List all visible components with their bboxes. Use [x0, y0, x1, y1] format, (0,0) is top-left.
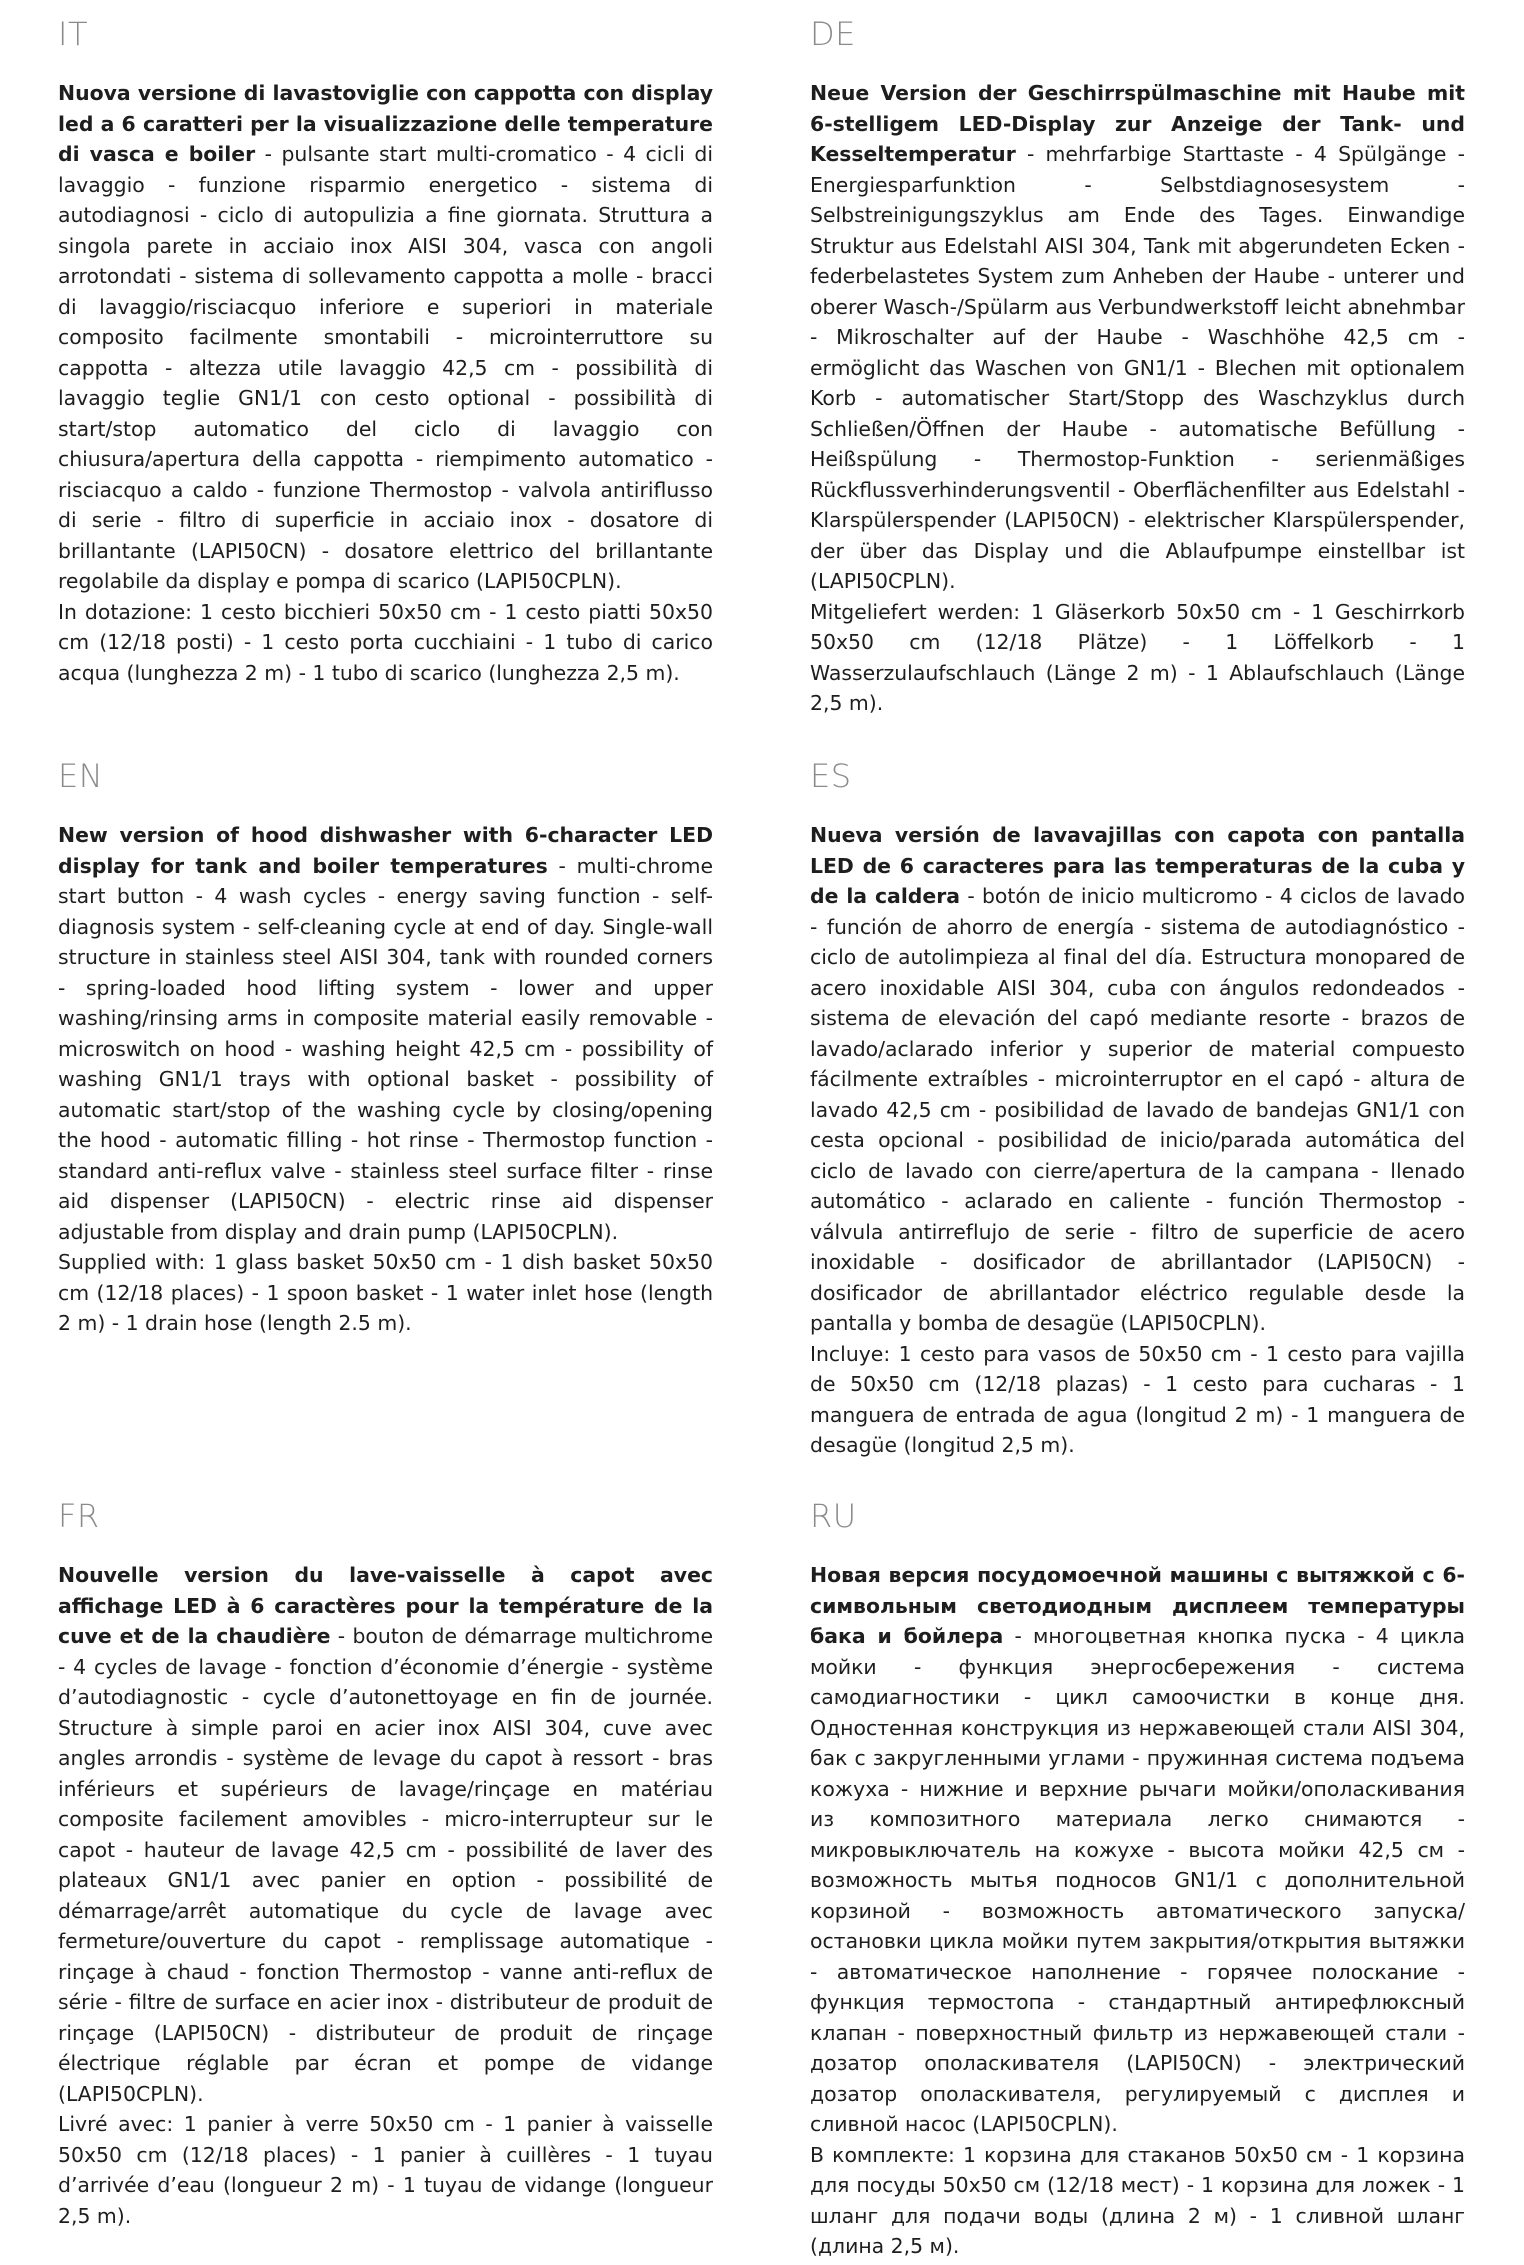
- supplied-with: Livré avec: 1 panier à verre 50x50 cm - 1 panier à vaisselle 50x50 cm (12/18 places) - 1 panier à cuillères - 1 tuyau d’arrivée d’eau (longueur 2 m) - 1 tuyau de vidange (longueur 2,5 m).: [58, 2112, 713, 2228]
- description: [810, 820, 1465, 1461]
- language-code: DE: [810, 15, 856, 53]
- description-body: - многоцветная кнопка пуска - 4 цикла мойки - функция энергосбережения - система самодиагностики - цикл самоочистки в конце дня. Одностенная конструкция из нержавеющей стали AISI 304, бак с закругленными углами - пружинная система подъема кожуха - нижние и верхние рычаги мойки/ополаскивания из композитного материала легко снимаются - микровыключатель на кожухе - высота мойки 42,5 см - возможность мытья подносов GN1/1 с дополнительной корзиной - возможность автоматического запуска/остановки цикла мойки путем закрытия/открытия вытяжки - автоматическое наполнение - горячее полоскание - функция термостопа - стандартный антирефлюксный клапан - поверхностный фильтр из нержавеющей стали - дозатор ополаскивателя (LAPI50CN) - электрический дозатор ополаскивателя, регулируемый с дисплея и сливной насос (LAPI50CPLN).: [810, 1624, 1465, 2136]
- description-heading: Новая версия посудомоечной машины с вытяжкой с 6-символьным светодиодным дисплеем температуры бака и бойлера: [810, 1563, 1465, 1648]
- description-body: - bouton de démarrage multichrome - 4 cycles de lavage - fonction d’économie d’énergie - système d’autodiagnostic - cycle d’autonettoyage en fin de journée. Structure à simple paroi en acier inox AISI 304, cuve avec angles arrondis - système de levage du capot à ressort - bras inférieurs et supérieurs de lavage/rinçage en matériau composite facilement amovibles - micro-interrupteur sur le capot - hauteur de lavage 42,5 cm - possibilité de laver des plateaux GN1/1 avec panier en option - possibilité de démarrage/arrêt automatique du cycle de lavage avec fermeture/ouverture du capot - remplissage automatique - rinçage à chaud - fonction Thermostop - vanne anti-reflux de série - filtre de surface en acier inox - distributeur de produit de rinçage (LAPI50CN) - distributeur de produit de rinçage électrique réglable par écran et pompe de vidange (LAPI50CPLN).: [58, 1624, 713, 2106]
- section-it: [58, 15, 714, 688]
- description: [810, 1560, 1465, 2262]
- description-heading: Nuova versione di lavastoviglie con cappotta con display led a 6 caratteri per la visualizzazione delle temperature di vasca e boiler: [58, 81, 713, 166]
- supplied-with: Mitgeliefert werden: 1 Gläserkorb 50x50 cm - 1 Geschirrkorb 50x50 cm (12/18 Plätze) - 1 Löffelkorb - 1 Wasserzulaufschlauch (Länge 2 m) - 1 Ablaufschlauch (Länge 2,5 m).: [810, 599, 1465, 715]
- description: [58, 1560, 713, 2231]
- description-heading: New version of hood dishwasher with 6-character LED display for tank and boiler temperatures: [58, 823, 713, 878]
- language-code: RU: [810, 1497, 857, 1535]
- section-es: [810, 757, 1465, 1461]
- section-ru: [810, 1497, 1465, 2262]
- section-fr: [58, 1497, 713, 2231]
- description-body: - multi-chrome start button - 4 wash cycles - energy saving function - self-diagnosis system - self-cleaning cycle at end of day. Single-wall structure in stainless steel AISI 304, tank with rounded corners - spring-loaded hood lifting system - lower and upper washing/rinsing arms in composite material easily removable - microswitch on hood - washing height 42,5 cm - possibility of washing GN1/1 trays with optional basket - possibility of automatic start/stop of the washing cycle by closing/opening the hood - automatic filling - hot rinse - Thermostop function - standard anti-reflux valve - stainless steel surface filter - rinse aid dispenser (LAPI50CN) - electric rinse aid dispenser adjustable from display and drain pump (LAPI50CPLN).: [58, 853, 713, 1244]
- description-heading: Neue Version der Geschirrspülmaschine mit Haube mit 6-stelligem LED-Display zur Anzeige der Tank- und Kesseltemperatur: [810, 81, 1465, 166]
- supplied-with: В комплекте: 1 корзина для стаканов 50x50 см - 1 корзина для посуды 50x50 см (12/18 мест) - 1 корзина для ложек - 1 шланг для подачи воды (длина 2 м) - 1 сливной шланг (длина 2,5 м).: [810, 2142, 1465, 2258]
- supplied-with: In dotazione: 1 cesto bicchieri 50x50 cm - 1 cesto piatti 50x50 cm (12/18 posti) - 1 cesto porta cucchiaini - 1 tubo di carico acqua (lunghezza 2 m) - 1 tubo di scarico (lunghezza 2,5 m).: [58, 599, 713, 685]
- description-heading: Nouvelle version du lave-vaisselle à capot avec affichage LED à 6 caractères pour la température de la cuve et de la chaudière: [58, 1563, 713, 1648]
- language-code: FR: [58, 1497, 100, 1535]
- description-body: - botón de inicio multicromo - 4 ciclos de lavado - función de ahorro de energía - sistema de autodiagnóstico - ciclo de autolimpieza al final del día. Estructura monopared de acero inoxidable AISI 304, cuba con ángulos redondeados - sistema de elevación del capó mediante resorte - brazos de lavado/aclarado inferior y superior de material compuesto fácilmente extraíbles - microinterruptor en el capó - altura de lavado 42,5 cm - posibilidad de lavado de bandejas GN1/1 con cesta opcional - posibilidad de inicio/parada automática del ciclo de lavado con cierre/apertura de la campana - llenado automático - aclarado en caliente - función Thermostop - válvula antirreflujo de serie - filtro de superficie de acero inoxidable - dosificador de abrillantador (LAPI50CN) - dosificador de abrillantador eléctrico regulable desde la pantalla y bomba de desagüe (LAPI50CPLN).: [810, 884, 1465, 1335]
- description: [58, 820, 713, 1339]
- description: [58, 78, 713, 688]
- section-en: [58, 757, 713, 1339]
- description-body: - mehrfarbige Starttaste - 4 Spülgänge - Energiesparfunktion - Selbstdiagnosesystem - Selbstreinigungszyklus am Ende des Tages. Einwandige Struktur aus Edelstahl AISI 304, Tank mit abgerundeten Ecken - federbelastetes System zum Anheben der Haube - unterer und oberer Wasch-/Spülarm aus Verbundwerkstoff leicht abnehmbar - Mikroschalter auf der Haube - Waschhöhe 42,5 cm - ermöglicht das Waschen von GN1/1 - Blechen mit optionalem Korb - automatischer Start/Stopp des Waschzyklus durch Schließen/Öffnen der Haube - automatische Befüllung - Heißspülung - Thermostop-Funktion - serienmäßiges Rückflussverhinderungsventil - Oberflächenfilter aus Edelstahl - Klarspülerspender (LAPI50CN) - elektrischer Klarspülerspender, der über das Display und die Ablaufpumpe einstellbar ist (LAPI50CPLN).: [810, 142, 1465, 593]
- supplied-with: Incluye: 1 cesto para vasos de 50x50 cm - 1 cesto para vajilla de 50x50 cm (12/18 plazas) - 1 cesto para cucharas - 1 manguera de entrada de agua (longitud 2 m) - 1 manguera de desagüe (longitud 2,5 m).: [810, 1341, 1465, 1457]
- language-code: EN: [58, 757, 104, 795]
- description: [810, 78, 1465, 719]
- supplied-with: Supplied with: 1 glass basket 50x50 cm - 1 dish basket 50x50 cm (12/18 places) - 1 spoon basket - 1 water inlet hose (length 2 m) - 1 drain hose (length 2.5 m).: [58, 1250, 713, 1335]
- section-de: [810, 15, 1465, 719]
- language-code: ES: [810, 757, 852, 795]
- description-heading: Nueva versión de lavavajillas con capota con pantalla LED de 6 caracteres para las temperaturas de la cuba y de la caldera: [810, 823, 1465, 908]
- language-code: IT: [58, 15, 88, 53]
- description-body: - pulsante start multi-cromatico - 4 cicli di lavaggio - funzione risparmio energetico - sistema di autodiagnosi - ciclo di autopulizia a fine giornata. Struttura a singola parete in acciaio inox AISI 304, vasca con angoli arrotondati - sistema di sollevamento cappotta a molle - bracci di lavaggio/risciacquo inferiore e superiori in materiale composito facilmente smontabili - microinterruttore su cappotta - altezza utile lavaggio 42,5 cm - possibilità di lavaggio teglie GN1/1 con cesto optional - possibilità di start/stop automatico del ciclo di lavaggio con chiusura/apertura della cappotta - riempimento automatico - risciacquo a caldo - funzione Thermostop - valvola antiriflusso di serie - filtro di superficie in acciaio inox - dosatore di brillantante (LAPI50CN) - dosatore elettrico del brillantante regolabile da display e pompa di scarico (LAPI50CPLN).: [58, 142, 714, 593]
